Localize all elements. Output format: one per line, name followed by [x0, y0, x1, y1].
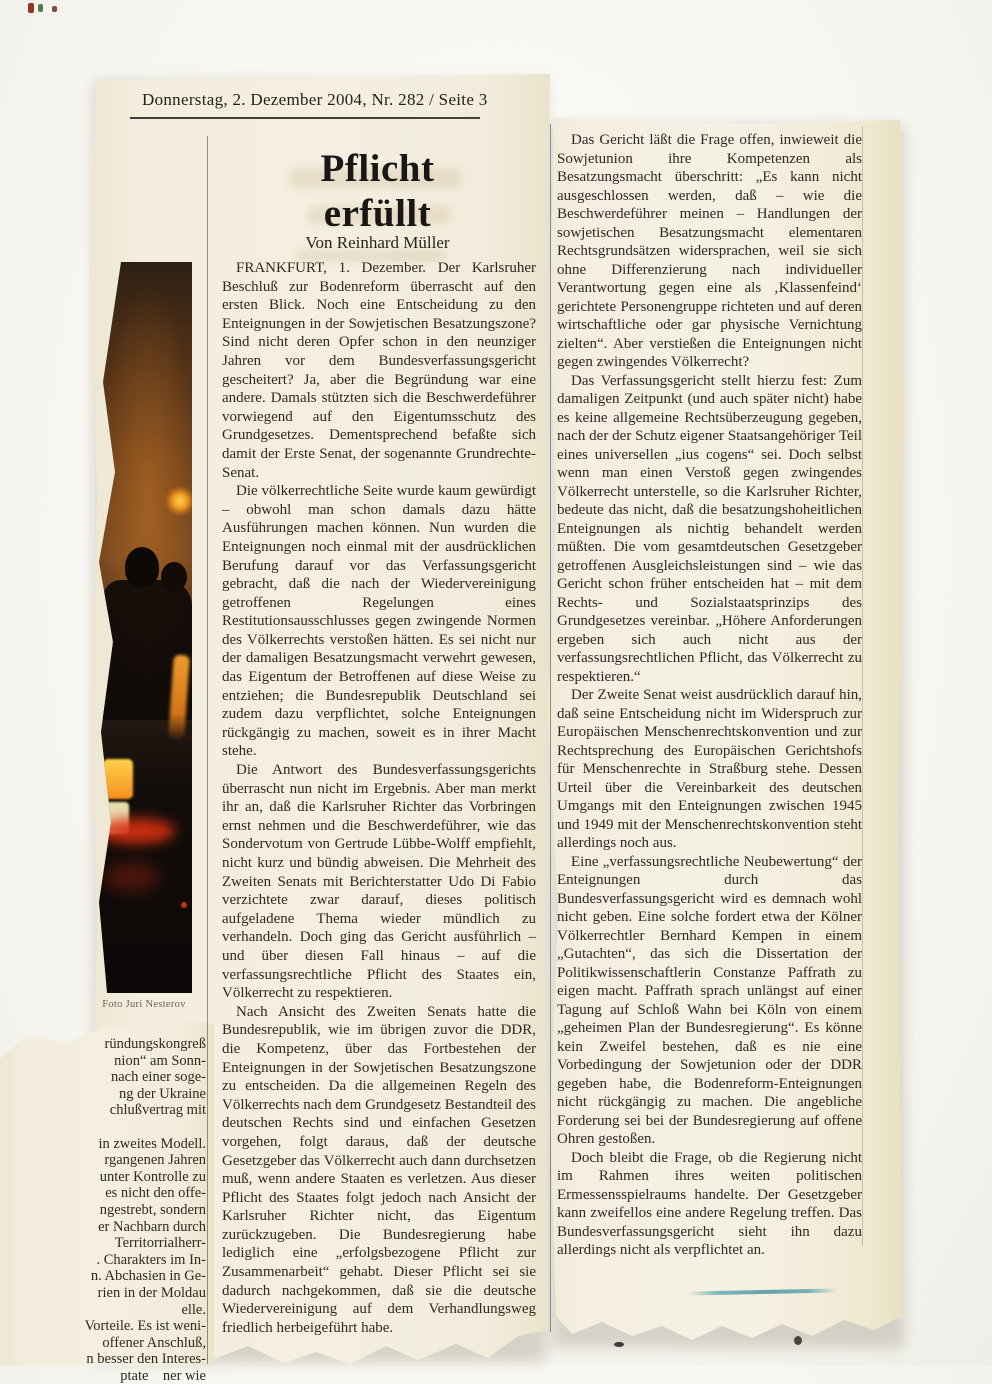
photo-light-dot — [181, 902, 187, 908]
article-column-1 — [222, 259, 536, 1337]
byline: Von Reinhard Müller — [305, 233, 450, 252]
fragment-line: rgangenen Jahren — [104, 1152, 206, 1169]
fragment-line: er Nachbarn durch — [98, 1218, 206, 1235]
fragment-line: ngestrebt, sondern — [99, 1201, 206, 1218]
paragraph: FRANKFURT, 1. Dezember. Der Karlsruher Beschluß zur Bodenreform überrascht auf den ersten Blick. Noch eine Entscheidung zu den Enteignungen in der Sowjetischen Besatzungszone? Sind nicht deren Opfer schon in den neunziger Jahren vor dem Bundesverfassungsgericht gescheitert? Ja, aber die Begründung war eine andere. Damals stützten sich die Beschwerdeführer vorwiegend auf den Eigentumsschutz des Grundgesetzes. Dementsprechend befaßte sich damit der Erste Senat, der sogenannte Grundrechte-Senat. — [222, 260, 536, 481]
photo-person-head — [125, 547, 159, 587]
photo-person-head — [161, 562, 187, 592]
paragraph: Eine „verfassungsrechtliche Neubewertung“ der Enteignungen durch das Bundesverfassungsgericht wird es demnach wohl nicht geben. Eine solche fordert etwa der Kölner Völkerrechtler Bernhard Kempen in einem „Gutachten“, das sich die Dissertation der Politikwissenschaftlerin Constanze Paffrath zu eigen macht. Paffrath sprach unlängst auf einer Tagung auf Schloß Wahn bei Köln von einem „geheimen Plan der Bundesregierung“. Es könne kein Zweifel bestehen, daß es nie eine Vorbedingung der Sowjetunion oder der DDR gegeben habe, die Bodenreform-Enteignungen nicht rückgängig zu machen. Die angebliche Forderung sei bei der Bundesregierung auf offene Ohren gestoßen. — [557, 853, 862, 1147]
fragment-line: ründungskongreß — [104, 1036, 206, 1052]
dateline-rule — [130, 117, 480, 119]
fragment-line: rien in der Moldau — [97, 1284, 206, 1301]
fragment-line: Territorrialherr- — [114, 1235, 206, 1252]
scan-speck — [38, 4, 43, 12]
column-rule-left — [207, 136, 208, 1364]
fragment-line: nach einer soge- — [110, 1069, 206, 1086]
photo-red-glow — [103, 862, 159, 892]
paragraph: Das Gericht läßt die Frage offen, inwieweit die Sowjetunion ihre Kompetenzen als Besatzungsmacht überschritt: „Es kann nicht ausgeschlossen werden, daß – wie die Beschwerdeführer meinen – Handlungen der sowjetischen Besatzungsmacht elementaren Rechtsgrundsätzen widersprachen, weil sie sich ohne Differenzierung nach individueller Verantwortung gegen eine als ‚Klassenfeind‘ gerichtete Personengruppe richteten und auf deren wirtschaftliche oder gar physische Vernichtung zielten“. Aber verstießen die Enteignungen nicht gegen zwingendes Völkerrecht? — [557, 132, 862, 370]
fragment-line: offener Anschluß, — [102, 1334, 206, 1351]
article-column-2 — [557, 131, 862, 1260]
dateline: Donnerstag, 2. Dezember 2004, Nr. 282 / Seite 3 — [142, 90, 488, 109]
fragment-line: nion“ am Sonn- — [114, 1052, 206, 1069]
paragraph: Die völkerrechtliche Seite wurde kaum gewürdigt – obwohl man schon damals dazu hätte Ausführungen machen können. Nun wurden die Enteignungen noch einmal mit der ausdrücklichen Berufung darauf vor das Verfassungsgericht gebracht, daß die nach der Wiedervereinigung getroffenen Regelungen eines Restitutionsausschlusses gegen zwingende Normen des Völkerrechts verstoßen hätten. Es sei nicht nur der damaligen Besatzungsmacht verwehrt gewesen, das Eigentum der Betroffenen auf diese Weise zu entziehen; die Bundesrepublik Deutschland sei zudem dazu verpflichtet, solche Enteignungen rückgängig zu machen, soweit es in ihrer Macht stehe. — [222, 483, 536, 760]
fragment-line: ptate ner wie — [120, 1367, 206, 1384]
column-rule-right — [862, 126, 863, 1246]
scan-speck — [52, 6, 57, 12]
paragraph: Das Verfassungsgericht stellt hierzu fest: Zum damaligen Zeitpunkt (und auch später nicht) habe es keine allgemeine Rechtsüberzeugung gegeben, nach der der Schutz eigener Staatsangehöriger Teil eines universellen „ius cogens“ sei. Doch selbst wenn man einen Verstoß gegen zwingendes Völkerrecht unterstelle, so die Karlsruher Richter, bedeute das nicht, daß die besatzungshoheitlichen Enteignungen als nichtig behandelt werden müßten. Die vom gesamtdeutschen Gesetzgeber getroffenen Ausgleichsleistungen sind – wie das Gericht schon früher entscheiden hat – mit dem Rechts- und Sozialstaatsprinzips des Grundgesetzes vereinbar. „Höhere Anforderungen ergeben sich auch nicht aus der verfassungsrechtlichen Pflicht, das Völkerrecht zu respektieren.“ — [557, 372, 862, 685]
photo-credit: Foto Juri Nesterov — [102, 999, 186, 1010]
paragraph: Nach Ansicht des Zweiten Senats hatte die Bundesrepublik, wie im übrigen zuvor die DDR, die Kompetenz, über das Fortbestehen der Enteignungen in der Sowjetischen Besatzungszone zu entscheiden. Da die allgemeinen Regeln des Völkerrechts nach dem Grundgesetz Bestandteil des deutschen Rechts sind und einfachen Gesetzen vorgehen, folgt daraus, daß der deutsche Gesetzgeber das Völkerrecht auch dann durchsetzen muß, wenn andere Staaten es verletzen. Aus dieser Pflicht des Staates folgt jedoch nach Ansicht der Karlsruher Richter nicht, das Eigentum zurückzugeben. Die Bundesregierung habe lediglich eine „erfolgsbezogene Pflicht zur Zusammenarbeit“ gehabt. Dieser Pflicht sei sie dadurch nachgekommen, daß sie die deutsche Wiedervereinigung auf dem Verhandlungsweg friedlich herbeigeführt habe. — [222, 1003, 536, 1336]
paragraph: Doch bleibt die Frage, ob die Regierung nicht im Rahmen ihres weiten politischen Ermessensspielraums handelte. Der Gesetzgeber kann zweifellos eine andere Regelung treffen. Das Bundesverfassungsgericht sieht ihn dazu allerdings nicht als verpflichtet an. — [557, 1149, 862, 1258]
fragment-line: ng der Ukraine — [119, 1085, 206, 1102]
fragment-line: Vorteile. Es ist weni- — [84, 1318, 206, 1335]
column-rule-middle — [550, 124, 551, 1332]
paragraph: Die Antwort des Bundesverfassungsgerichts überrascht nun nicht im Ergebnis. Aber man merkt ihr an, daß die Karlsruher Richter das Vorbringen ernst nehmen und die Beschwerdeführer, wie das Sondervotum von Gertrude Lübbe-Wolff empfiehlt, nicht kurz und bündig abweisen. Die Mehrheit des Zweiten Senats mit Berichterstatter Udo Di Fabio verzichtete zwar darauf, dieses politisch aufgeladene Thema wieder mündlich zu verhandeln. Doch ging das Gericht ausführlich – und über diesen Fall hinaus – auf die verfassungsrechtliche Pflicht des Staates ein, Völkerrecht zu respektieren. — [222, 762, 536, 1002]
fragment-line: unter Kontrolle zu — [99, 1168, 206, 1185]
fragment-line: . Charakters im In- — [96, 1251, 206, 1268]
fragment-line: es nicht den offe- — [105, 1185, 206, 1202]
photo-streetlight-glow — [165, 486, 195, 516]
paragraph: Der Zweite Senat weist ausdrücklich darauf hin, daß seine Entscheidung nicht im Widerspruch zur Europäischen Menschenrechtskonvention und zur Rechtsprechung des Europäischen Gerichtshofs für Menschenrechte in Straßburg stehe. Dessen Urteil über die Vereinbarkeit des deutschen Umgangs mit den Enteignungen zwischen 1945 und 1949 mit der Menschenrechtskonvention steht allerdings noch aus. — [557, 687, 862, 851]
article-headline — [215, 146, 540, 236]
scan-speck — [28, 3, 34, 13]
fragment-line: n besser den Interes- — [86, 1351, 206, 1368]
scan-speck — [794, 1336, 802, 1345]
headline-line-2: erfüllt — [323, 192, 432, 235]
headline-line-1: Pflicht — [320, 147, 435, 190]
fragment-line: in zweites Modell. — [98, 1135, 206, 1152]
adjacent-article-fragment — [10, 1036, 206, 1384]
fragment-line — [10, 1119, 206, 1136]
fragment-line: chlußvertrag mit — [109, 1102, 206, 1119]
fragment-line: n. Abchasien in Ge- — [90, 1268, 206, 1285]
fragment-line: elle. — [181, 1301, 206, 1318]
scan-speck — [614, 1342, 624, 1347]
